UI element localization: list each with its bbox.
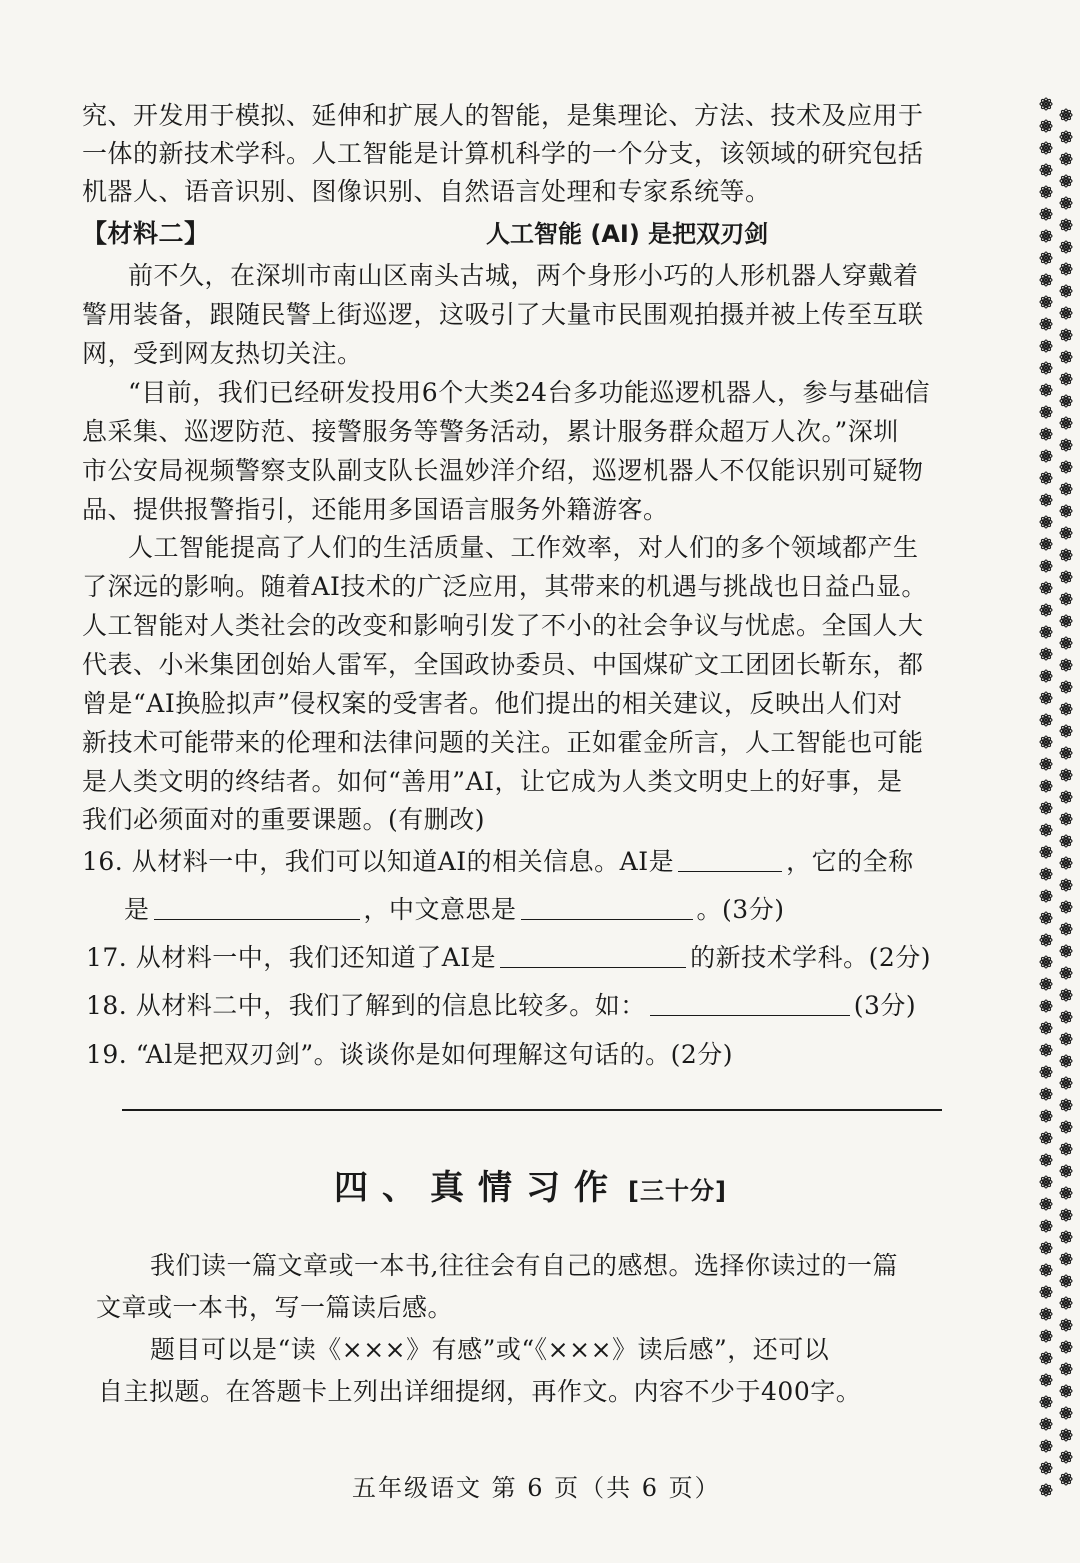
floral-motif (1060, 351, 1072, 363)
floral-motif (1040, 1286, 1052, 1298)
floral-motif (1040, 1000, 1052, 1012)
question-16-text-a: 16. 从材料一中，我们可以知道AI的相关信息。AI是 (82, 847, 675, 876)
floral-motif (1060, 901, 1072, 913)
page-footer: 五年级语文 第 6 页（共 6 页） (352, 1474, 721, 1502)
floral-motif (1060, 769, 1072, 781)
section-4-score: [三十分] (628, 1177, 727, 1205)
question-18-text-a: 18. 从材料二中，我们了解到的信息比较多。如： (86, 991, 646, 1020)
floral-motif (1060, 1341, 1072, 1353)
material1-line-3: 机器人、语音识别、图像识别、自然语言处理和专家系统等。 (82, 177, 771, 206)
floral-motif (1060, 1077, 1072, 1089)
floral-motif (1040, 604, 1052, 616)
section-4-title (334, 1160, 727, 1219)
floral-motif (1060, 857, 1072, 869)
floral-motif (1060, 439, 1072, 451)
floral-motif (1040, 692, 1052, 704)
floral-motif (1060, 1033, 1072, 1045)
floral-motif (1040, 1264, 1052, 1276)
floral-motif (1040, 1374, 1052, 1386)
floral-motif (1040, 1198, 1052, 1210)
question-16-text-e: 。(3分) (696, 895, 785, 924)
material2-para3-line-8: 我们必须面对的重要课题。(有删改) (82, 805, 486, 834)
material2-title: 人工智能 (AI) 是把双刃剑 (486, 220, 769, 248)
floral-motif (1040, 208, 1052, 220)
question-18-text-b: (3分) (853, 991, 917, 1020)
material2-para1-line-2: 警用装备，跟随民警上街巡逻，这吸引了大量市民围观拍摄并被上传至互联 (82, 300, 924, 329)
section4-para2-line-1: 题目可以是“读《×××》有感”或“《×××》读后感”，还可以 (150, 1335, 830, 1364)
floral-motif (1060, 1011, 1072, 1023)
floral-border-icon (1036, 96, 1076, 1498)
floral-motif (1040, 494, 1052, 506)
floral-motif (1040, 626, 1052, 638)
floral-motif (1060, 703, 1072, 715)
material2-para3-line-3: 人工智能对人类社会的改变和影响引发了不小的社会争议与忧虑。全国人大 (82, 611, 924, 640)
material2-para1-line-1: 前不久，在深圳市南山区南头古城，两个身形小巧的人形机器人穿戴着 (128, 261, 919, 290)
floral-motif (1040, 1484, 1052, 1496)
floral-motif (1040, 516, 1052, 528)
floral-motif (1040, 1022, 1052, 1034)
section4-para2-line-2: 自主拟题。在答题卡上列出详细提纲，再作文。内容不少于400字。 (98, 1377, 862, 1406)
floral-motif (1060, 1473, 1072, 1485)
floral-motif (1040, 780, 1052, 792)
floral-motif (1060, 945, 1072, 957)
material2-para2-line-1: “目前，我们已经研发投用6个大类24台多功能巡逻机器人，参与基础信 (128, 378, 931, 407)
floral-motif (1040, 472, 1052, 484)
question-17-text-a: 17. 从材料一中，我们还知道了AI是 (86, 943, 497, 972)
floral-motif (1060, 1231, 1072, 1243)
floral-motif (1040, 978, 1052, 990)
floral-motif (1040, 450, 1052, 462)
floral-motif (1060, 659, 1072, 671)
material2-para2-line-3: 市公安局视频警察支队副支队长温妙洋介绍，巡逻机器人不仅能识别可疑物 (82, 456, 924, 485)
floral-motif (1060, 1143, 1072, 1155)
question-19: 19. “Al是把双刃剑”。谈谈你是如何理解这句话的。(2分) (86, 1040, 734, 1069)
floral-motif (1040, 1462, 1052, 1474)
floral-motif (1040, 98, 1052, 110)
floral-motif (1060, 131, 1072, 143)
floral-motif (1040, 1440, 1052, 1452)
floral-motif (1040, 648, 1052, 660)
material2-para3-line-1: 人工智能提高了人们的生活质量、工作效率，对人们的多个领域都产生 (128, 533, 919, 562)
floral-motif (1060, 1297, 1072, 1309)
section4-para1-line-1: 我们读一篇文章或一本书,往往会有自己的感想。选择你读过的一篇 (150, 1251, 898, 1280)
material2-para3-line-4: 代表、小米集团创始人雷军，全国政协委员、中国煤矿文工团团长靳东，都 (82, 650, 924, 679)
floral-motif (1040, 956, 1052, 968)
floral-motif (1040, 714, 1052, 726)
floral-motif (1060, 1429, 1072, 1441)
floral-motif (1040, 252, 1052, 264)
floral-motif (1060, 175, 1072, 187)
floral-motif (1040, 802, 1052, 814)
material2-para3-line-5: 曾是“AI换脸拟声”侵权案的受害者。他们提出的相关建议，反映出人们对 (82, 689, 903, 718)
floral-motif (1060, 1253, 1072, 1265)
floral-motif (1060, 417, 1072, 429)
question-16 (82, 844, 914, 880)
floral-motif (1060, 989, 1072, 1001)
question-17 (86, 940, 931, 976)
floral-motif (1040, 934, 1052, 946)
floral-motif (1060, 1319, 1072, 1331)
floral-motif (1040, 538, 1052, 550)
floral-motif (1060, 395, 1072, 407)
floral-motif (1060, 1363, 1072, 1375)
floral-motif (1060, 329, 1072, 341)
floral-border-svg (1036, 96, 1076, 1498)
floral-motif (1040, 362, 1052, 374)
question-18 (86, 988, 916, 1024)
floral-motif (1060, 109, 1072, 121)
floral-motif (1060, 1099, 1072, 1111)
floral-motif (1040, 428, 1052, 440)
floral-motif (1060, 461, 1072, 473)
question-16-text-b: ，它的全称 (786, 847, 914, 876)
floral-motif (1040, 1418, 1052, 1430)
floral-motif (1040, 296, 1052, 308)
question-16-text-d: ，中文意思是 (363, 895, 517, 924)
floral-motif (1040, 1396, 1052, 1408)
floral-motif (1040, 230, 1052, 242)
floral-motif (1060, 1055, 1072, 1067)
floral-motif (1040, 1330, 1052, 1342)
floral-motif (1040, 1220, 1052, 1232)
floral-motif (1060, 153, 1072, 165)
floral-motif (1040, 1176, 1052, 1188)
answer-blank-16c[interactable] (521, 893, 693, 920)
material2-para2-line-4: 品、提供报警指引，还能用多国语言服务外籍游客。 (82, 495, 669, 524)
floral-motif (1060, 1121, 1072, 1133)
floral-motif (1040, 274, 1052, 286)
floral-motif (1060, 1385, 1072, 1397)
material1-line-1: 究、开发用于模拟、延伸和扩展人的智能，是集理论、方法、技术及应用于 (82, 101, 924, 130)
floral-motif (1040, 560, 1052, 572)
floral-motif (1060, 219, 1072, 231)
floral-motif (1040, 758, 1052, 770)
material2-para3-line-6: 新技术可能带来的伦理和法律问题的关注。正如霍金所言，人工智能也可能 (82, 728, 924, 757)
floral-motif (1040, 736, 1052, 748)
floral-motif (1040, 318, 1052, 330)
question-17-text-b: 的新技术学科。(2分) (690, 943, 932, 972)
floral-motif (1040, 164, 1052, 176)
material2-para3-line-2: 了深远的影响。随着AI技术的广泛应用，其带来的机遇与挑战也日益凸显。 (82, 572, 927, 601)
floral-motif (1060, 923, 1072, 935)
floral-motif (1060, 593, 1072, 605)
floral-motif (1060, 307, 1072, 319)
floral-motif (1060, 483, 1072, 495)
floral-motif (1060, 197, 1072, 209)
floral-motif (1060, 1407, 1072, 1419)
floral-motif (1040, 1308, 1052, 1320)
material2-para2-line-2: 息采集、巡逻防范、接警服务等警务活动，累计服务群众超万人次。”深圳 (82, 417, 899, 446)
floral-motif (1060, 1187, 1072, 1199)
floral-motif (1040, 868, 1052, 880)
floral-motif (1040, 824, 1052, 836)
answer-blank-16a[interactable] (678, 845, 782, 872)
floral-motif (1040, 1242, 1052, 1254)
floral-motif (1040, 1088, 1052, 1100)
floral-motif (1060, 637, 1072, 649)
floral-motif (1060, 527, 1072, 539)
floral-motif (1040, 582, 1052, 594)
answer-blank-17[interactable] (500, 941, 686, 968)
floral-motif (1060, 263, 1072, 275)
floral-motif (1060, 549, 1072, 561)
floral-motif (1040, 846, 1052, 858)
material1-line-2: 一体的新技术学科。人工智能是计算机科学的一个分支，该领域的研究包括 (82, 139, 924, 168)
floral-motif (1060, 1165, 1072, 1177)
answer-blank-16b[interactable] (154, 893, 360, 920)
floral-motif (1040, 142, 1052, 154)
question-16-cont (124, 892, 784, 928)
floral-motif (1040, 912, 1052, 924)
floral-motif (1060, 835, 1072, 847)
floral-motif (1060, 791, 1072, 803)
floral-motif (1040, 186, 1052, 198)
floral-motif (1040, 1132, 1052, 1144)
question-16-text-c: 是 (124, 895, 150, 924)
section-4-heading: 四、真情习作 (334, 1168, 622, 1208)
material2-para3-line-7: 是人类文明的终结者。如何“善用”AI，让它成为人类文明史上的好事，是 (82, 767, 903, 796)
section4-para1-line-2: 文章或一本书，写一篇读后感。 (96, 1293, 454, 1322)
floral-motif (1060, 967, 1072, 979)
floral-motif (1040, 1066, 1052, 1078)
floral-motif (1040, 1154, 1052, 1166)
floral-motif (1060, 285, 1072, 297)
floral-motif (1060, 747, 1072, 759)
material2-para1-line-3: 网，受到网友热切关注。 (82, 339, 363, 368)
floral-motif (1040, 890, 1052, 902)
answer-line-19[interactable] (122, 1109, 942, 1111)
floral-motif (1040, 406, 1052, 418)
floral-motif (1060, 373, 1072, 385)
floral-motif (1040, 340, 1052, 352)
floral-motif (1040, 1352, 1052, 1364)
floral-motif (1040, 384, 1052, 396)
floral-motif (1060, 681, 1072, 693)
floral-motif (1060, 1209, 1072, 1221)
floral-motif (1060, 571, 1072, 583)
floral-motif (1060, 813, 1072, 825)
floral-motif (1060, 241, 1072, 253)
floral-motif (1060, 879, 1072, 891)
floral-motif (1060, 725, 1072, 737)
floral-motif (1040, 120, 1052, 132)
floral-motif (1060, 505, 1072, 517)
answer-blank-18[interactable] (650, 989, 850, 1016)
floral-motif (1060, 1451, 1072, 1463)
material2-label: 【材料二】 (82, 219, 210, 248)
floral-motif (1040, 670, 1052, 682)
floral-motif (1040, 1044, 1052, 1056)
floral-motif (1040, 1110, 1052, 1122)
floral-motif (1060, 615, 1072, 627)
floral-motif (1060, 1275, 1072, 1287)
